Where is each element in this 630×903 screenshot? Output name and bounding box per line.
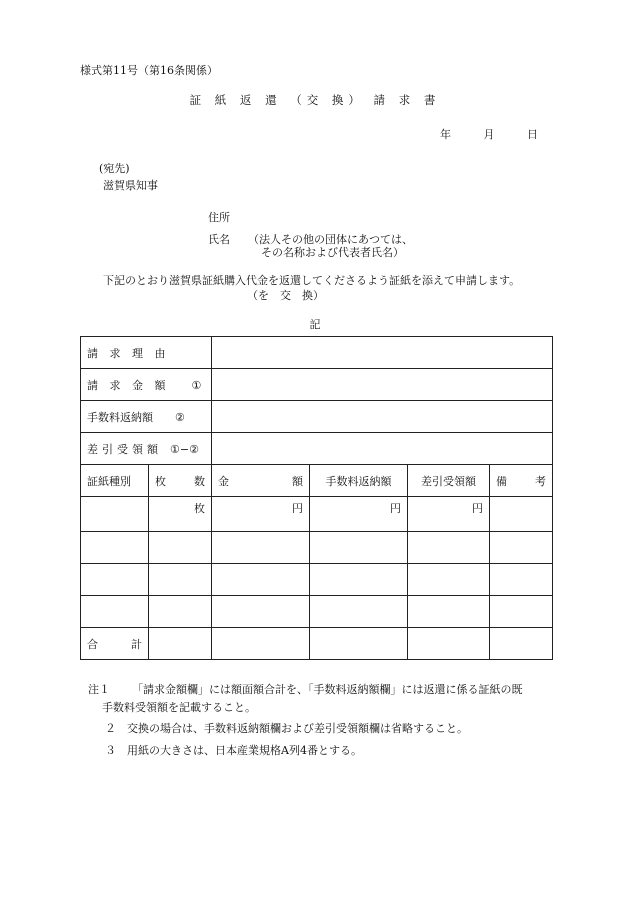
applicant-address-label: 住所 xyxy=(208,211,230,224)
ki-heading: 記 xyxy=(309,318,321,331)
note-2-text: 交換の場合は、手数料返納額欄および差引受領額欄は省略すること。 xyxy=(127,722,468,735)
row-reason xyxy=(81,337,553,369)
field-net[interactable] xyxy=(212,433,553,465)
note-3-prefix: ３ xyxy=(105,744,116,757)
form-number: 様式第11号（第16条関係） xyxy=(80,64,218,77)
row-fee xyxy=(81,401,553,433)
row-total xyxy=(81,628,553,660)
row-column-headers xyxy=(81,465,553,497)
note-1-prefix: 注１ xyxy=(88,683,110,696)
note-1-line-1: 「請求金額欄」には額面額合計を、「手数料返納額欄」には返還に係る証紙の既 xyxy=(132,683,523,696)
applicant-name-label: 氏名 xyxy=(208,233,230,246)
cell-count-unit[interactable]: 枚 xyxy=(149,497,212,532)
request-statement: 下記のとおり滋賀県証紙購入代金を返還してくださるよう証紙を添えて申請します。 xyxy=(103,274,521,287)
applicant-name-note-2: その名称および代表者氏名） xyxy=(261,246,404,259)
table-row xyxy=(81,564,553,596)
header-amount: 金 額 xyxy=(212,465,310,497)
addressee-label: (宛先) xyxy=(99,162,130,175)
table-row xyxy=(81,596,553,628)
label-total: 合 計 xyxy=(81,628,149,660)
cell-amount-unit[interactable]: 円 xyxy=(212,497,310,532)
label-amount: 請 求 金 額 ① xyxy=(81,369,212,401)
header-remarks: 備 考 xyxy=(490,465,553,497)
header-fee: 手数料返納額 xyxy=(310,465,408,497)
header-net: 差引受領額 xyxy=(408,465,490,497)
note-1-line-2: 手数料受領額を記載すること。 xyxy=(102,701,256,714)
note-2-prefix: ２ xyxy=(105,722,116,735)
request-statement-alt: （を 交 換） xyxy=(247,289,324,302)
header-count: 枚 数 xyxy=(149,465,212,497)
document-title: 証 紙 返 還 （交 換） 請 求 書 xyxy=(189,93,441,107)
row-amount xyxy=(81,369,553,401)
date-day: 日 xyxy=(527,128,538,141)
cell-remarks[interactable] xyxy=(490,497,553,532)
field-fee[interactable] xyxy=(212,401,553,433)
addressee-name: 滋賀県知事 xyxy=(103,179,158,192)
date-line xyxy=(440,128,567,141)
row-net xyxy=(81,433,553,465)
cell-fee-unit[interactable]: 円 xyxy=(310,497,408,532)
field-reason[interactable] xyxy=(212,337,553,369)
label-reason: 請 求 理 由 xyxy=(81,337,212,369)
table-row xyxy=(81,497,553,532)
label-fee: 手数料返納額 ② xyxy=(81,401,212,433)
header-stamp-type: 証紙種別 xyxy=(81,465,149,497)
field-amount[interactable] xyxy=(212,369,553,401)
cell-net-unit[interactable]: 円 xyxy=(408,497,490,532)
cell-stamp-type[interactable] xyxy=(81,497,149,532)
date-year: 年 xyxy=(440,128,451,141)
label-net: 差引受領額 ①−② xyxy=(81,433,212,465)
note-3-text: 用紙の大きさは、日本産業規格A列4番とする。 xyxy=(127,744,362,757)
table-row xyxy=(81,532,553,564)
applicant-name-note-1: （法人その他の団体にあつては、 xyxy=(248,233,413,246)
claim-table xyxy=(80,336,553,660)
date-month: 月 xyxy=(483,128,495,141)
